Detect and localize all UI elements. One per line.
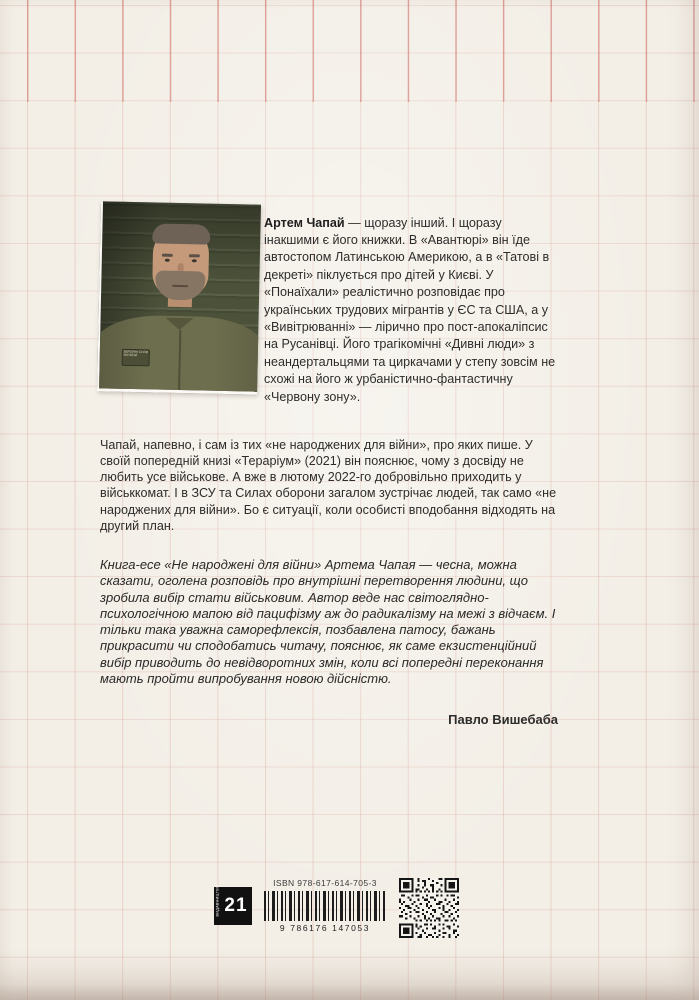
- author-bio-paragraph: [264, 215, 556, 406]
- barcode-block: [258, 878, 392, 933]
- uniform-patch-text: ЗБРОЙНІ СИЛИ УКРАЇНИ: [123, 350, 149, 358]
- grid-accent-lines: [0, 0, 699, 102]
- uniform-collar: [165, 318, 193, 331]
- publisher-name: ВИДАВНИЦТВО: [216, 884, 220, 917]
- book-description-paragraph: Чапай, напевно, і сам із тих «не народжених для війни», про яких пише. У своїй попередній книзі «Тераріум» (2021) він пояснює, чому з досвіду не любить усе військове. А вже в лютому 2022-го добровільно приходить у військкомат. І в ЗСУ та Силах оборони загалом зустрічає людей, так само «не народжених для війни». Бо є ситуації, коли особисті вподобання відходять на другий план.: [100, 437, 557, 534]
- author-photo: [97, 201, 261, 394]
- author-mouth: [172, 284, 188, 287]
- author-eyebrow: [189, 254, 200, 257]
- publisher-logo-number: 21: [224, 895, 248, 916]
- isbn-text: ISBN 978-617-614-705-3: [273, 878, 377, 888]
- qr-code: [399, 878, 459, 938]
- author-bio-text: — щоразу інший. І щоразу інакшими є його книжки. В «Авантюрі» він їде автостопом Латинською Америкою, а в «Татові в декреті» піклується про дітей у Києві. У «Понаїхали» реалістично розповідає про українських трудових мігрантів у ЄС та США, а у «Вивітрюванні» — лірично про пост-апокаліпсис на Русанівці. Його трагікомічні «Дивні люди» з неандертальцями та циркачами у степу зовсім не схожі на його ж урбаністично-фантастичну «Червону зону».: [264, 215, 556, 404]
- uniform-zipper: [178, 330, 181, 394]
- review-author: Павло Вишебаба: [448, 712, 558, 727]
- author-eyebrow: [162, 254, 173, 257]
- barcode: [264, 891, 386, 921]
- author-eye: [165, 259, 170, 262]
- publisher-logo: [214, 884, 252, 925]
- review-quote: Книга-есе «Не народжені для війни» Артема Чапая — чесна, можна сказати, оголена розповідь про внутрішні перетворення людини, що зробила вибір стати військовим. Автор веде нас світоглядно-психологічною мапою від пацифізму аж до радикалізму на межі з відчаєм. І тільки така уважна саморефлексія, позбавлена патосу, бажань прикрасити чи сподобатись читачу, пояснює, як саме екзистенційний вибір приводить до невідворотних змін, коли всі попередні переконання мають пройти випробування новою дійсністю.: [100, 557, 556, 687]
- uniform-patch: [122, 349, 150, 367]
- author-uniform: [97, 314, 261, 394]
- page-bottom-shadow: [0, 948, 699, 1000]
- barcode-digits: 9 786176 147053: [279, 923, 371, 933]
- author-name: Артем Чапай: [264, 215, 345, 230]
- author-hair: [152, 223, 210, 244]
- author-beard: [155, 271, 206, 301]
- author-face: [152, 226, 209, 297]
- author-eye: [192, 259, 197, 262]
